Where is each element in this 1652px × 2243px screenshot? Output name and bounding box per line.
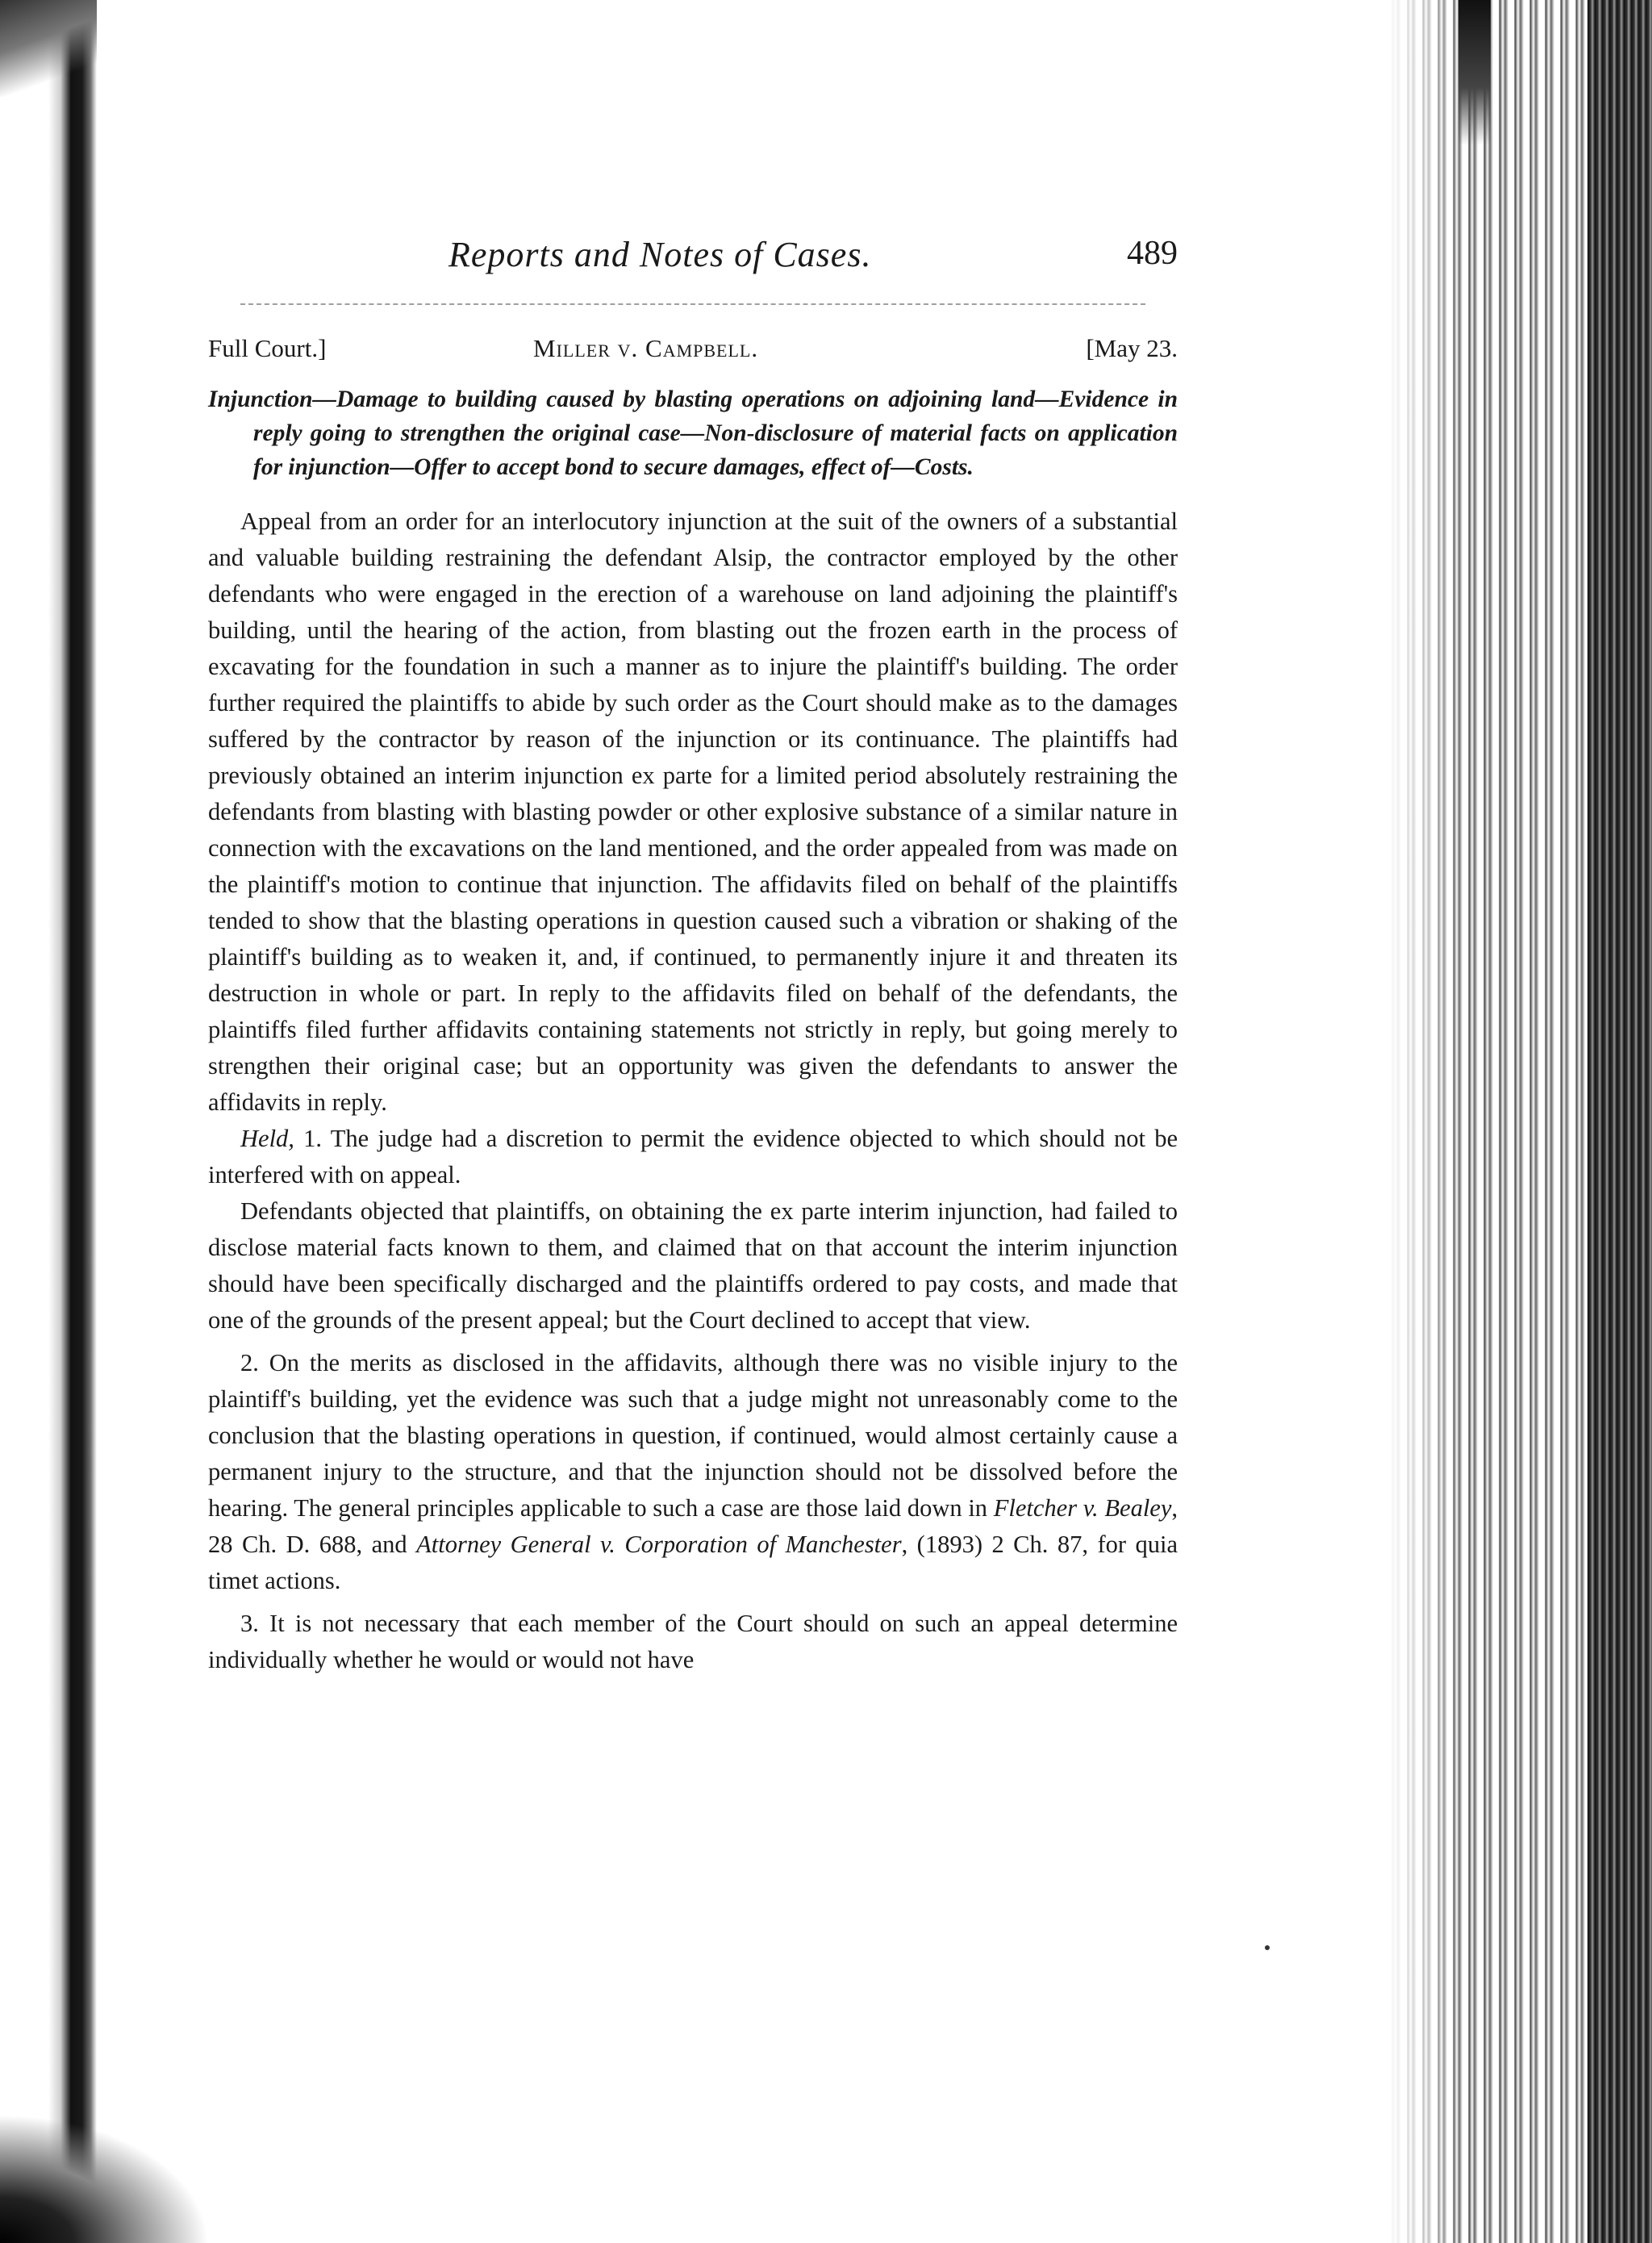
case-name: Miller v. Campbell.	[533, 334, 759, 362]
paragraph-held-3: 3. It is not necessary that each member of the Court should on such an appeal determine individually whether he would or would not have	[208, 1610, 1178, 1673]
left-bottom-corner-shadow	[0, 2114, 210, 2243]
citation-attorney-general: Attorney General v. Corporation of Manchester	[416, 1531, 902, 1558]
header-rule	[240, 303, 1145, 305]
held-2-text-a: 2. On the merits as disclosed in the affidavits, although there was no visible injury to the plaintiff's building, yet the evidence was such that a judge might not unreasonably come to the conclusion that the blasting operations in question, if continued, would almost certainly cause a permanent injury to the structure, and that the injunction should not be dissolved before the hearing. The general principles applicable to such a case are those laid down in	[208, 1349, 1178, 1522]
right-page-edge-fade	[1387, 0, 1460, 2243]
paragraph-nondisclosure: Defendants objected that plaintiffs, on obtaining the ex parte interim injunction, had failed to disclose material facts known to them, and claimed that on that account the interim injunction should have been specifically discharged and the plaintiffs ordered to pay costs, and made that one of the grounds of the present appeal; but the Court declined to accept that view.	[208, 1197, 1178, 1334]
right-outer-edge	[1587, 0, 1652, 2243]
court-label: Full Court.]	[208, 334, 327, 362]
case-date: [May 23.	[1086, 334, 1178, 362]
right-top-edge-shadow	[1458, 0, 1491, 145]
held-2-text-c: , (1893) 2 Ch. 87, for quia timet actions.	[208, 1531, 1178, 1594]
page-text-block	[208, 234, 1178, 1678]
held-label: Held,	[240, 1125, 294, 1152]
left-binding-shadow	[0, 0, 97, 2243]
report-body	[208, 503, 1178, 1678]
paragraph-held-1	[208, 1121, 1178, 1193]
running-head	[208, 234, 1178, 282]
left-top-corner-shadow	[0, 0, 97, 97]
running-title: Reports and Notes of Cases.	[448, 235, 872, 274]
paragraph-facts: Appeal from an order for an interlocutory injunction at the suit of the owners of a substantial and valuable building restraining the defendant Alsip, the contractor employed by the other defendants who were engaged in the erection of a warehouse on land adjoining the plaintiff's building, until the hearing of the action, from blasting out the frozen earth in the process of excavating for the foundation in such a manner as to injure the plaintiff's building. The order further required the plaintiffs to abide by such order as the Court should make as to the damages suffered by the contractor by reason of the injunction or its continuance. The plaintiffs had previously obtained an interim injunction ex parte for a limited period absolutely restraining the defendants from blasting with blasting powder or other explosive substance of a similar nature in connection with the excavations on the land mentioned, and the order appealed from was made on the plaintiff's motion to continue that injunction. The affidavits filed on behalf of the plaintiffs tended to show that the blasting operations in question caused such a vibration or shaking of the plaintiff's building as to weaken it, and, if continued, to permanently injure it and threaten its destruction in whole or part. In reply to the affidavits filed on behalf of the defendants, the plaintiffs filed further affidavits containing statements not strictly in reply, but going merely to strengthen their original case; but an opportunity was given the defendants to answer the affidavits in reply.	[208, 507, 1178, 1116]
scan-speck	[1265, 1945, 1270, 1950]
case-line	[208, 334, 1178, 371]
page-number: 489	[1127, 235, 1178, 272]
citation-fletcher: Fletcher v. Bealey	[993, 1494, 1172, 1522]
held-2-text-b: , 28 Ch. D. 688, and	[208, 1494, 1178, 1558]
held-1-text: 1. The judge had a discretion to permit the evidence objected to which should not be interfered with on appeal.	[208, 1125, 1178, 1188]
paragraph-held-2	[208, 1345, 1178, 1599]
headnote: Injunction—Damage to building caused by blasting operations on adjoining land—Evidence in reply going to strengthen the original case—Non-disclosure of material facts on application for injunction—Offer to accept bond to secure damages, effect of—Costs.	[208, 386, 1178, 480]
